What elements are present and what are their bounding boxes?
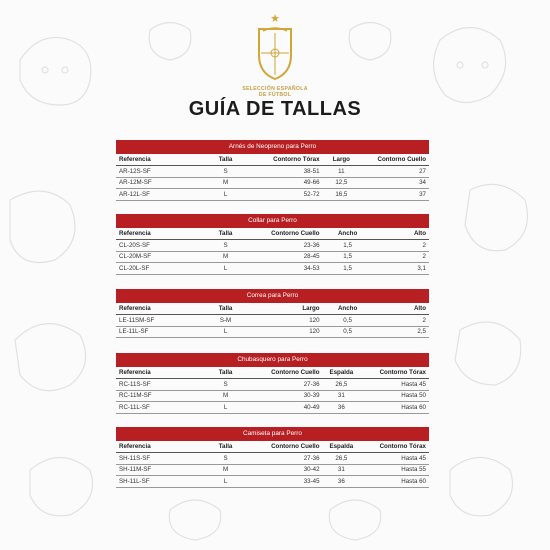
column-header: Contorno Cuello bbox=[251, 441, 323, 453]
table-cell: 26,5 bbox=[323, 379, 361, 391]
column-header: Referencia bbox=[116, 154, 201, 166]
table-cell: 12,5 bbox=[323, 177, 361, 189]
size-table-harness bbox=[116, 140, 429, 201]
column-header: Talla bbox=[201, 228, 251, 240]
table-cell: 26,5 bbox=[323, 453, 361, 465]
column-header: Contorno Cuello bbox=[251, 367, 323, 379]
column-header: Alto bbox=[373, 303, 429, 315]
table-cell: 49-66 bbox=[251, 177, 323, 189]
table-cell: 36 bbox=[323, 402, 361, 414]
table-cell: 3,1 bbox=[373, 263, 429, 275]
size-table bbox=[116, 303, 429, 338]
table-cell: Hasta 60 bbox=[360, 476, 429, 488]
size-table bbox=[116, 367, 429, 414]
column-header: Contorno Tórax bbox=[251, 154, 323, 166]
table-cell: 33-45 bbox=[251, 476, 323, 488]
table-cell: RC-11L-SF bbox=[116, 402, 201, 414]
table-cell: 40-49 bbox=[251, 402, 323, 414]
table-cell: L bbox=[201, 402, 251, 414]
table-cell: 2 bbox=[373, 240, 429, 252]
table-row bbox=[116, 379, 429, 391]
table-cell: 30-42 bbox=[251, 464, 323, 476]
table-cell: 2,5 bbox=[373, 326, 429, 338]
table-cell: 36 bbox=[323, 476, 361, 488]
shield-icon bbox=[255, 25, 295, 81]
table-cell: L bbox=[201, 326, 251, 338]
table-cell: Hasta 50 bbox=[360, 390, 429, 402]
column-header: Referencia bbox=[116, 441, 201, 453]
table-cell: 28-45 bbox=[251, 251, 323, 263]
table-cell: 34-53 bbox=[251, 263, 323, 275]
star-icon: ★ bbox=[270, 13, 280, 25]
table-cell: 31 bbox=[323, 464, 361, 476]
table-cell: S bbox=[201, 166, 251, 178]
table-title: Arnés de Neopreno para Perro bbox=[116, 140, 429, 154]
table-cell: 120 bbox=[251, 326, 323, 338]
table-cell: M bbox=[201, 390, 251, 402]
table-title: Collar para Perro bbox=[116, 214, 429, 228]
column-header: Contorno Tórax bbox=[360, 441, 429, 453]
table-cell: 11 bbox=[323, 166, 361, 178]
table-title: Correa para Perro bbox=[116, 289, 429, 303]
table-cell: M bbox=[201, 177, 251, 189]
table-cell: M bbox=[201, 464, 251, 476]
table-cell: CL-20L-SF bbox=[116, 263, 201, 275]
table-header-row bbox=[116, 154, 429, 166]
table-row bbox=[116, 453, 429, 465]
table-row bbox=[116, 263, 429, 275]
table-cell: CL-20M-SF bbox=[116, 251, 201, 263]
column-header: Alto bbox=[373, 228, 429, 240]
column-header: Ancho bbox=[323, 303, 373, 315]
table-cell: 27-36 bbox=[251, 379, 323, 391]
page-title: GUÍA DE TALLAS bbox=[188, 98, 362, 120]
table-cell: RC-11M-SF bbox=[116, 390, 201, 402]
size-table-tshirt bbox=[116, 427, 429, 488]
column-header: Contorno Cuello bbox=[360, 154, 429, 166]
table-row bbox=[116, 177, 429, 189]
table-row bbox=[116, 402, 429, 414]
table-cell: 120 bbox=[251, 315, 323, 327]
size-table bbox=[116, 441, 429, 488]
table-cell: S bbox=[201, 379, 251, 391]
table-cell: SH-11S-SF bbox=[116, 453, 201, 465]
table-title: Chubasquero para Perro bbox=[116, 353, 429, 367]
table-cell: 1,5 bbox=[323, 251, 373, 263]
column-header: Contorno Cuello bbox=[251, 228, 323, 240]
table-cell: L bbox=[201, 263, 251, 275]
table-cell: M bbox=[201, 251, 251, 263]
table-cell: SH-11M-SF bbox=[116, 464, 201, 476]
table-cell: 0,5 bbox=[323, 315, 373, 327]
table-cell: 38-51 bbox=[251, 166, 323, 178]
column-header: Largo bbox=[323, 154, 361, 166]
column-header: Largo bbox=[251, 303, 323, 315]
size-table bbox=[116, 154, 429, 201]
size-table-collar bbox=[116, 214, 429, 275]
table-cell: 0,5 bbox=[323, 326, 373, 338]
column-header: Ancho bbox=[323, 228, 373, 240]
table-cell: 2 bbox=[373, 251, 429, 263]
table-row bbox=[116, 326, 429, 338]
table-cell: LE-11L-SF bbox=[116, 326, 201, 338]
column-header: Talla bbox=[201, 154, 251, 166]
table-cell: S-M bbox=[201, 315, 251, 327]
table-cell: 2 bbox=[373, 315, 429, 327]
table-cell: LE-11SM-SF bbox=[116, 315, 201, 327]
table-row bbox=[116, 315, 429, 327]
table-cell: S bbox=[201, 240, 251, 252]
table-row bbox=[116, 251, 429, 263]
column-header: Referencia bbox=[116, 303, 201, 315]
table-header-row bbox=[116, 367, 429, 379]
table-cell: 27 bbox=[360, 166, 429, 178]
column-header: Referencia bbox=[116, 228, 201, 240]
table-cell: 1,5 bbox=[323, 263, 373, 275]
table-cell: 16,5 bbox=[323, 189, 361, 201]
crest-caption bbox=[225, 86, 325, 98]
table-cell: Hasta 45 bbox=[360, 453, 429, 465]
column-header: Talla bbox=[201, 441, 251, 453]
table-cell: AR-12M-SF bbox=[116, 177, 201, 189]
column-header: Talla bbox=[201, 367, 251, 379]
table-cell: AR-12L-SF bbox=[116, 189, 201, 201]
column-header: Contorno Tórax bbox=[360, 367, 429, 379]
table-row bbox=[116, 189, 429, 201]
table-header-row bbox=[116, 303, 429, 315]
table-header-row bbox=[116, 441, 429, 453]
column-header: Espalda bbox=[323, 441, 361, 453]
table-cell: 37 bbox=[360, 189, 429, 201]
table-cell: 52-72 bbox=[251, 189, 323, 201]
table-cell: RC-11S-SF bbox=[116, 379, 201, 391]
table-cell: 27-36 bbox=[251, 453, 323, 465]
table-cell: Hasta 60 bbox=[360, 402, 429, 414]
size-table-raincoat bbox=[116, 353, 429, 414]
table-cell: 34 bbox=[360, 177, 429, 189]
table-cell: AR-12S-SF bbox=[116, 166, 201, 178]
table-cell: 30-39 bbox=[251, 390, 323, 402]
size-table-leash bbox=[116, 289, 429, 338]
table-cell: 23-36 bbox=[251, 240, 323, 252]
crest-caption-line1: SELECCIÓN ESPAÑOLA bbox=[242, 86, 308, 92]
table-cell: Hasta 55 bbox=[360, 464, 429, 476]
table-row bbox=[116, 240, 429, 252]
table-row bbox=[116, 390, 429, 402]
table-cell: S bbox=[201, 453, 251, 465]
column-header: Talla bbox=[201, 303, 251, 315]
crest-caption-line2: DE FÚTBOL bbox=[258, 92, 292, 98]
table-cell: L bbox=[201, 189, 251, 201]
table-cell: 31 bbox=[323, 390, 361, 402]
size-table bbox=[116, 228, 429, 275]
table-cell: L bbox=[201, 476, 251, 488]
table-header-row bbox=[116, 228, 429, 240]
column-header: Referencia bbox=[116, 367, 201, 379]
table-title: Camiseta para Perro bbox=[116, 427, 429, 441]
table-cell: 1,5 bbox=[323, 240, 373, 252]
table-row bbox=[116, 166, 429, 178]
column-header: Espalda bbox=[323, 367, 361, 379]
table-cell: Hasta 45 bbox=[360, 379, 429, 391]
table-cell: CL-20S-SF bbox=[116, 240, 201, 252]
table-cell: SH-11L-SF bbox=[116, 476, 201, 488]
table-row bbox=[116, 464, 429, 476]
table-row bbox=[116, 476, 429, 488]
